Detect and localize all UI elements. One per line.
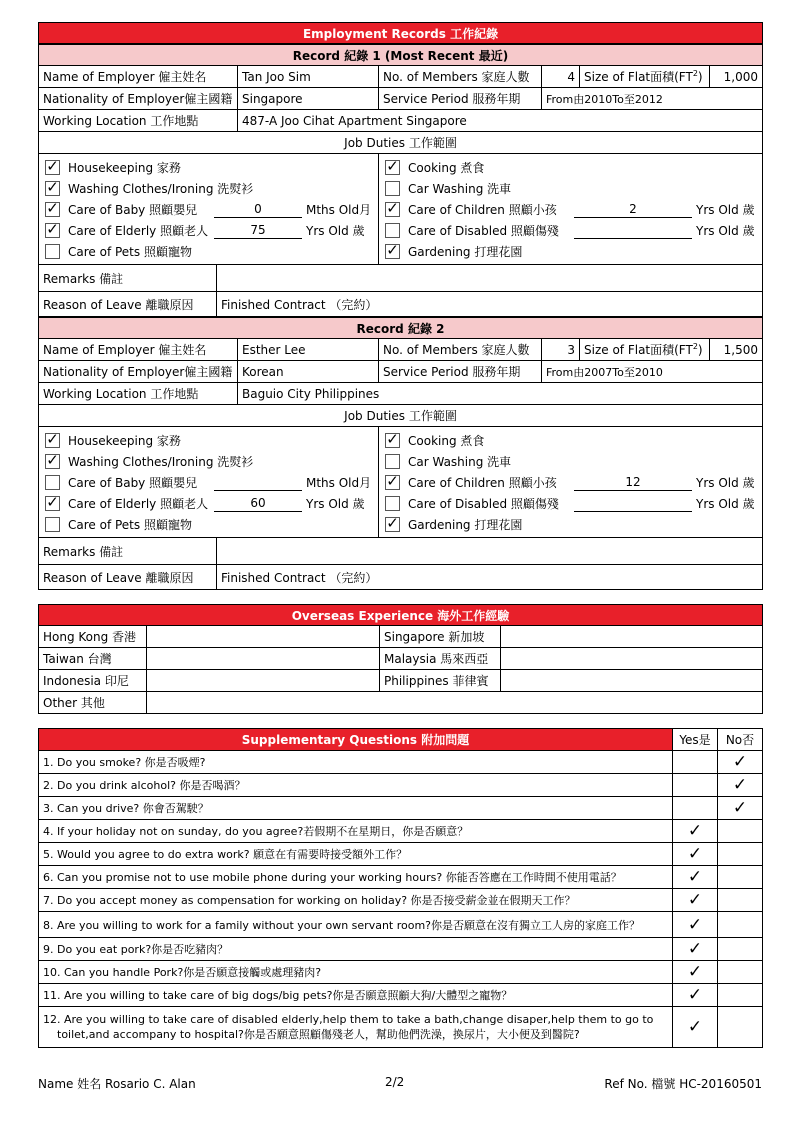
job-duties-header-row — [39, 132, 763, 154]
job-duties-title: Job Duties 工作範圍 — [39, 132, 763, 154]
overseas-country-value — [501, 670, 763, 692]
question-text — [39, 751, 673, 774]
question-row — [39, 912, 763, 938]
record-title-row — [39, 318, 763, 339]
employer-name-value: Esther Lee — [238, 339, 379, 361]
question-row — [39, 820, 763, 843]
reason-of-leave-label: Reason of Leave 離職原因 — [39, 292, 217, 316]
job-duties-title: Job Duties 工作範圍 — [39, 405, 763, 427]
question-line: toilet,and accompany to hospital?你是否願意照顧傷殘老人，幫助他們洗澡，換尿片，大小便及到醫院? — [57, 1027, 580, 1041]
question-text — [39, 1007, 673, 1048]
yes-check-icon: ✓ — [673, 961, 718, 984]
duty-baby — [45, 199, 378, 220]
duty-list — [379, 427, 762, 537]
duty-elderly-age: 75 — [214, 223, 302, 239]
question-row — [39, 889, 763, 912]
duty-children — [385, 472, 762, 493]
duty-disabled-checkbox — [385, 496, 400, 511]
duty-pets-label: Care of Pets 照顧寵物 — [68, 518, 192, 532]
row-inner — [39, 265, 762, 291]
remarks-value — [217, 265, 763, 291]
duty-disabled-age — [574, 496, 692, 512]
flat-size-value: 1,500 — [710, 339, 763, 361]
members-value: 3 — [542, 339, 580, 361]
question-line: 12. Are you willing to take care of disabled elderly,help them to take a bath,change disaper,help them to go to — [43, 1012, 654, 1026]
duty-list — [39, 154, 378, 264]
nationality-row — [39, 88, 763, 110]
question-row — [39, 797, 763, 820]
supplementary-questions-table — [38, 728, 763, 1048]
overseas-experience-table — [38, 604, 763, 714]
question-row — [39, 774, 763, 797]
duty-gardening — [385, 514, 762, 535]
question-line: 6. Can you promise not to use mobile phone during your working hours? 你能否答應在工作時間不使用電話？ — [43, 871, 622, 884]
no-answer-cell — [718, 866, 763, 889]
overseas-country-value — [147, 670, 380, 692]
duty-gardening-checkbox: ✓ — [386, 514, 399, 532]
from-label: From由 — [546, 92, 585, 106]
yes-check-icon: ✓ — [673, 843, 718, 866]
overseas-country-label: Indonesia 印尼 — [39, 670, 147, 692]
question-row — [39, 866, 763, 889]
duty-children-unit: Yrs Old 歲 — [696, 476, 755, 490]
reason-of-leave-label: Reason of Leave 離職原因 — [39, 565, 217, 589]
footer-ref-value: HC-20160501 — [679, 1077, 762, 1091]
question-text — [39, 912, 673, 938]
duties-left-column — [39, 154, 379, 265]
question-text — [39, 984, 673, 1007]
duty-baby-unit: Mths Old月 — [306, 476, 372, 490]
duty-washing-label: Washing Clothes/Ironing 洗熨衫 — [68, 455, 254, 469]
to-label: To至 — [612, 365, 635, 379]
members-label: No. of Members 家庭人數 — [379, 66, 542, 88]
yes-check-icon: ✓ — [673, 1007, 718, 1048]
location-row — [39, 110, 763, 132]
records-container — [38, 44, 762, 590]
question-line: 8. Are you willing to work for a family without your own servant room?你是否願意在沒有獨立工人房的家庭工作？ — [43, 918, 641, 932]
nationality-value: Korean — [238, 361, 379, 383]
working-location-value: 487-A Joo Cihat Apartment Singapore — [238, 110, 763, 132]
question-row — [39, 984, 763, 1007]
question-text — [39, 938, 673, 961]
duty-elderly-unit: Yrs Old 歲 — [306, 497, 365, 511]
duty-disabled-age — [574, 223, 692, 239]
duty-pets-checkbox — [45, 517, 60, 532]
duty-housekeeping-label: Housekeeping 家務 — [68, 434, 181, 448]
flat-size-text: Size of Flat面積(FT — [584, 70, 693, 84]
duty-baby-unit: Mths Old月 — [306, 203, 372, 217]
flat-size-text: Size of Flat面積(FT — [584, 343, 693, 357]
question-line: 11. Are you willing to take care of big dogs/big pets?你是否願意照顧大狗/大體型之寵物？ — [43, 989, 513, 1002]
question-line: 1. Do you smoke? 你是否吸煙? — [43, 756, 206, 769]
employment-records-table — [38, 22, 763, 44]
duty-baby-checkbox — [45, 475, 60, 490]
reason-row-wrap — [39, 292, 763, 317]
reason-row — [39, 292, 763, 317]
duty-elderly — [45, 220, 378, 241]
employer-name-label: Name of Employer 僱主姓名 — [39, 339, 238, 361]
question-text — [39, 820, 673, 843]
row-inner — [39, 292, 762, 316]
duty-housekeeping — [45, 430, 378, 451]
remarks-label: Remarks 備註 — [39, 265, 217, 291]
duty-housekeeping-checkbox: ✓ — [46, 430, 59, 448]
duty-washing-checkbox: ✓ — [46, 178, 59, 196]
members-value: 4 — [542, 66, 580, 88]
question-line: 10. Can you handle Pork?你是否願意接觸或處理豬肉? — [43, 966, 322, 979]
duty-car-checkbox — [385, 454, 400, 469]
duty-list — [39, 427, 378, 537]
duty-baby-label: Care of Baby 照顧嬰兒 — [68, 203, 198, 217]
service-period-value — [542, 88, 763, 110]
flat-size-sup: 2 — [692, 342, 698, 351]
yes-answer-cell — [673, 774, 718, 797]
duty-car-label: Car Washing 洗車 — [408, 182, 512, 196]
duty-elderly-unit: Yrs Old 歲 — [306, 224, 365, 238]
yes-check-icon: ✓ — [673, 820, 718, 843]
footer-page-number: 2/2 — [385, 1075, 405, 1089]
no-check-icon: ✓ — [718, 751, 763, 774]
question-text — [39, 889, 673, 912]
overseas-country-value — [501, 648, 763, 670]
remarks-row — [39, 538, 763, 565]
overseas-country-label: Malaysia 馬來西亞 — [380, 648, 501, 670]
duty-children-label: Care of Children 照顧小孩 — [408, 203, 557, 217]
overseas-country-value — [147, 626, 380, 648]
service-period-value — [542, 361, 763, 383]
document — [38, 22, 762, 1048]
duty-cooking-label: Cooking 煮食 — [408, 161, 485, 175]
location-row — [39, 383, 763, 405]
duty-car — [385, 178, 762, 199]
question-text — [39, 774, 673, 797]
duty-car-label: Car Washing 洗車 — [408, 455, 512, 469]
yes-answer-cell — [673, 797, 718, 820]
row-inner — [39, 565, 762, 589]
reason-of-leave-value: Finished Contract （完約） — [221, 570, 378, 585]
no-answer-cell — [718, 961, 763, 984]
duty-washing — [45, 451, 378, 472]
to-year: 2010 — [634, 365, 663, 379]
overseas-country-label: Other 其他 — [39, 692, 147, 714]
overseas-row — [39, 626, 763, 648]
duty-disabled-unit: Yrs Old 歲 — [696, 497, 755, 511]
service-period-label: Service Period 服務年期 — [379, 88, 542, 110]
no-answer-cell — [718, 889, 763, 912]
duty-washing — [45, 178, 378, 199]
to-label: To至 — [612, 92, 635, 106]
working-location-label: Working Location 工作地點 — [39, 110, 238, 132]
no-answer-cell — [718, 912, 763, 938]
question-text — [39, 961, 673, 984]
duty-pets — [45, 514, 378, 535]
duty-washing-checkbox: ✓ — [46, 451, 59, 469]
remarks-value — [217, 538, 763, 564]
remarks-label: Remarks 備註 — [39, 538, 217, 564]
yes-check-icon: ✓ — [673, 889, 718, 912]
from-label: From由 — [546, 365, 585, 379]
duty-elderly-checkbox: ✓ — [46, 220, 59, 238]
footer-name-value: Rosario C. Alan — [105, 1077, 196, 1091]
overseas-country-label: Hong Kong 香港 — [39, 626, 147, 648]
footer-name-label: Name 姓名 — [38, 1077, 102, 1091]
duty-elderly — [45, 493, 378, 514]
reason-row — [39, 565, 763, 590]
flat-size-label — [580, 66, 710, 88]
overseas-country-label: Taiwan 台灣 — [39, 648, 147, 670]
duty-disabled-label: Care of Disabled 照顧傷殘 — [408, 224, 559, 238]
duty-disabled-label: Care of Disabled 照顧傷殘 — [408, 497, 559, 511]
duty-car — [385, 451, 762, 472]
flat-size-close: ) — [697, 70, 703, 84]
duty-children-checkbox: ✓ — [386, 472, 399, 490]
yes-check-icon: ✓ — [673, 912, 718, 938]
duties-left-column — [39, 427, 379, 538]
no-check-icon: ✓ — [718, 797, 763, 820]
duty-list — [379, 154, 762, 264]
question-line: 5. Would you agree to do extra work? 願意在有需要時接受額外工作？ — [43, 848, 408, 861]
job-duties-row — [39, 427, 763, 538]
no-answer-cell — [718, 820, 763, 843]
nationality-value: Singapore — [238, 88, 379, 110]
duty-children — [385, 199, 762, 220]
duties-right-column — [379, 427, 763, 538]
overseas-experience-title: Overseas Experience 海外工作經驗 — [39, 605, 763, 626]
employer-name-label: Name of Employer 僱主姓名 — [39, 66, 238, 88]
duty-gardening-label: Gardening 打理花園 — [408, 245, 523, 259]
remarks-row-wrap — [39, 265, 763, 292]
remarks-row-wrap — [39, 538, 763, 565]
duty-baby-label: Care of Baby 照顧嬰兒 — [68, 476, 198, 490]
question-text — [39, 797, 673, 820]
duty-baby-age: 0 — [214, 202, 302, 218]
supplementary-questions-title: Supplementary Questions 附加問題 — [39, 729, 673, 751]
nationality-label: Nationality of Employer僱主國籍 — [39, 88, 238, 110]
no-answer-cell — [718, 984, 763, 1007]
duty-disabled-unit: Yrs Old 歲 — [696, 224, 755, 238]
record-2-table — [38, 317, 763, 590]
question-text — [39, 843, 673, 866]
duty-disabled — [385, 493, 762, 514]
duty-pets — [45, 241, 378, 262]
duty-housekeeping-checkbox: ✓ — [46, 157, 59, 175]
duty-elderly-label: Care of Elderly 照顧老人 — [68, 497, 209, 511]
no-check-icon: ✓ — [718, 774, 763, 797]
duty-children-age: 12 — [574, 475, 692, 491]
duty-elderly-age: 60 — [214, 496, 302, 512]
duty-cooking-label: Cooking 煮食 — [408, 434, 485, 448]
question-row — [39, 961, 763, 984]
duty-housekeeping — [45, 157, 378, 178]
question-line: 4. If your holiday not on sunday, do you agree?若假期不在星期日，你是否願意？ — [43, 825, 469, 838]
reason-of-leave-value: Finished Contract （完約） — [221, 297, 378, 312]
duty-cooking — [385, 157, 762, 178]
employer-name-value: Tan Joo Sim — [238, 66, 379, 88]
overseas-country-label: Singapore 新加坡 — [380, 626, 501, 648]
question-row — [39, 843, 763, 866]
duty-children-checkbox: ✓ — [386, 199, 399, 217]
duty-baby-age — [214, 475, 302, 491]
flat-size-label — [580, 339, 710, 361]
working-location-label: Working Location 工作地點 — [39, 383, 238, 405]
duty-disabled — [385, 220, 762, 241]
service-period-label: Service Period 服務年期 — [379, 361, 542, 383]
row-inner-table — [39, 265, 762, 291]
nationality-label: Nationality of Employer僱主國籍 — [39, 361, 238, 383]
duty-cooking-checkbox: ✓ — [386, 157, 399, 175]
employer-row — [39, 339, 763, 361]
yes-check-icon: ✓ — [673, 938, 718, 961]
overseas-row — [39, 692, 763, 714]
duty-pets-label: Care of Pets 照顧寵物 — [68, 245, 192, 259]
duty-baby — [45, 472, 378, 493]
flat-size-value: 1,000 — [710, 66, 763, 88]
overseas-row — [39, 670, 763, 692]
flat-size-sup: 2 — [692, 69, 698, 78]
duty-housekeeping-label: Housekeeping 家務 — [68, 161, 181, 175]
record-title: Record 紀錄 2 — [39, 318, 763, 339]
remarks-row — [39, 265, 763, 292]
duty-car-checkbox — [385, 181, 400, 196]
reason-row-wrap — [39, 565, 763, 590]
question-row — [39, 938, 763, 961]
row-inner-table — [39, 292, 762, 316]
duty-gardening — [385, 241, 762, 262]
overseas-country-value — [147, 692, 763, 714]
overseas-country-value — [147, 648, 380, 670]
job-duties-row — [39, 154, 763, 265]
no-answer-cell — [718, 1007, 763, 1048]
duty-children-unit: Yrs Old 歲 — [696, 203, 755, 217]
job-duties-header-row — [39, 405, 763, 427]
duty-cooking — [385, 430, 762, 451]
question-row — [39, 1007, 763, 1048]
record-title: Record 紀錄 1 (Most Recent 最近) — [39, 45, 763, 66]
duty-cooking-checkbox: ✓ — [386, 430, 399, 448]
employment-records-title: Employment Records 工作紀錄 — [39, 23, 763, 44]
duty-elderly-checkbox: ✓ — [46, 493, 59, 511]
overseas-row — [39, 648, 763, 670]
yes-answer-cell — [673, 751, 718, 774]
record-title-row — [39, 45, 763, 66]
to-year: 2012 — [634, 92, 663, 106]
question-line: 2. Do you drink alcohol? 你是否喝酒？ — [43, 779, 246, 792]
footer-ref-label: Ref No. 檔號 — [604, 1077, 676, 1091]
duty-gardening-checkbox: ✓ — [386, 241, 399, 259]
flat-size-close: ) — [697, 343, 703, 357]
duty-children-label: Care of Children 照顧小孩 — [408, 476, 557, 490]
question-text — [39, 866, 673, 889]
overseas-country-label: Philippines 菲律賓 — [380, 670, 501, 692]
yes-check-icon: ✓ — [673, 866, 718, 889]
question-line: 7. Do you accept money as compensation for working on holiday? 你是否接受薪金並在假期天工作？ — [43, 894, 576, 907]
nationality-row — [39, 361, 763, 383]
duty-gardening-label: Gardening 打理花園 — [408, 518, 523, 532]
question-row — [39, 751, 763, 774]
from-year: 2010 — [584, 92, 613, 106]
duties-right-column — [379, 154, 763, 265]
duty-pets-checkbox — [45, 244, 60, 259]
row-inner-table — [39, 565, 762, 589]
members-label: No. of Members 家庭人數 — [379, 339, 542, 361]
employer-row — [39, 66, 763, 88]
yes-column-header: Yes是 — [673, 729, 718, 751]
no-answer-cell — [718, 843, 763, 866]
duty-children-age: 2 — [574, 202, 692, 218]
no-answer-cell — [718, 938, 763, 961]
no-column-header: No否 — [718, 729, 763, 751]
row-inner — [39, 538, 762, 564]
record-1-table — [38, 44, 763, 317]
row-inner-table — [39, 538, 762, 564]
duty-baby-checkbox: ✓ — [46, 199, 59, 217]
from-year: 2007 — [584, 365, 613, 379]
yes-check-icon: ✓ — [673, 984, 718, 1007]
overseas-country-value — [501, 626, 763, 648]
working-location-value: Baguio City Philippines — [238, 383, 763, 405]
question-line: 9. Do you eat pork?你是否吃豬肉？ — [43, 943, 229, 956]
duty-disabled-checkbox — [385, 223, 400, 238]
question-line: 3. Can you drive? 你會否駕駛？ — [43, 802, 209, 815]
duty-washing-label: Washing Clothes/Ironing 洗熨衫 — [68, 182, 254, 196]
duty-elderly-label: Care of Elderly 照顧老人 — [68, 224, 209, 238]
